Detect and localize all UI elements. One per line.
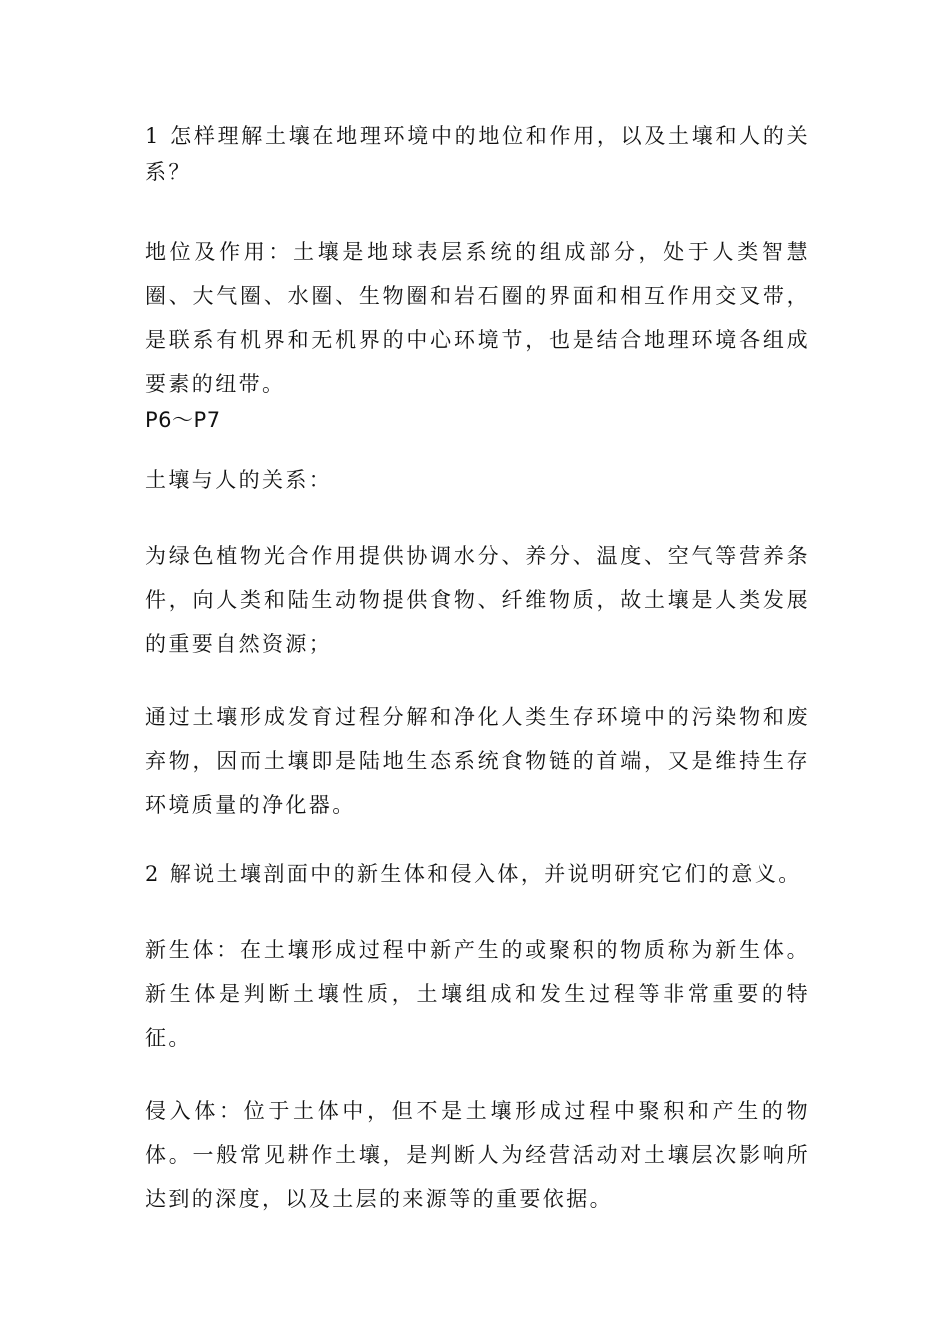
question-1-title: 1 怎样理解土壤在地理环境中的地位和作用，以及土壤和人的关系？: [145, 124, 810, 184]
position-role-text: 地位及作用：土壤是地球表层系统的组成部分，处于人类智慧圈、大气圈、水圈、生物圈和岩石圈的界面和相互作用交叉带，是联系有机界和无机界的中心环境节，也是结合地理环境各组成要素的纽带。: [145, 240, 810, 396]
document-body: [145, 118, 810, 1250]
position-role-paragraph: [145, 230, 810, 438]
new-body-paragraph: 新生体：在土壤形成过程中新产生的或聚积的物质称为新生体。新生体是判断土壤性质，土壤组成和发生过程等非常重要的特征。: [145, 938, 810, 1050]
question-2-title: 2 解说土壤剖面中的新生体和侵入体，并说明研究它们的意义。: [145, 862, 802, 886]
relation-paragraph-1: 为绿色植物光合作用提供协调水分、养分、温度、空气等营养条件，向人类和陆生动物提供食物、纤维物质，故土壤是人类发展的重要自然资源；: [145, 544, 810, 656]
page-reference: P6～P7: [145, 408, 221, 432]
relation-heading: 土壤与人的关系：: [145, 468, 333, 492]
intrusion-paragraph: 侵入体：位于土体中，但不是土壤形成过程中聚积和产生的物体。一般常见耕作土壤，是判断人为经营活动对土壤层次影响所达到的深度，以及土层的来源等的重要依据。: [145, 1099, 810, 1211]
relation-paragraph-2: 通过土壤形成发育过程分解和净化人类生存环境中的污染物和废弃物，因而土壤即是陆地生态系统食物链的首端，又是维持生存环境质量的净化器。: [145, 705, 810, 817]
